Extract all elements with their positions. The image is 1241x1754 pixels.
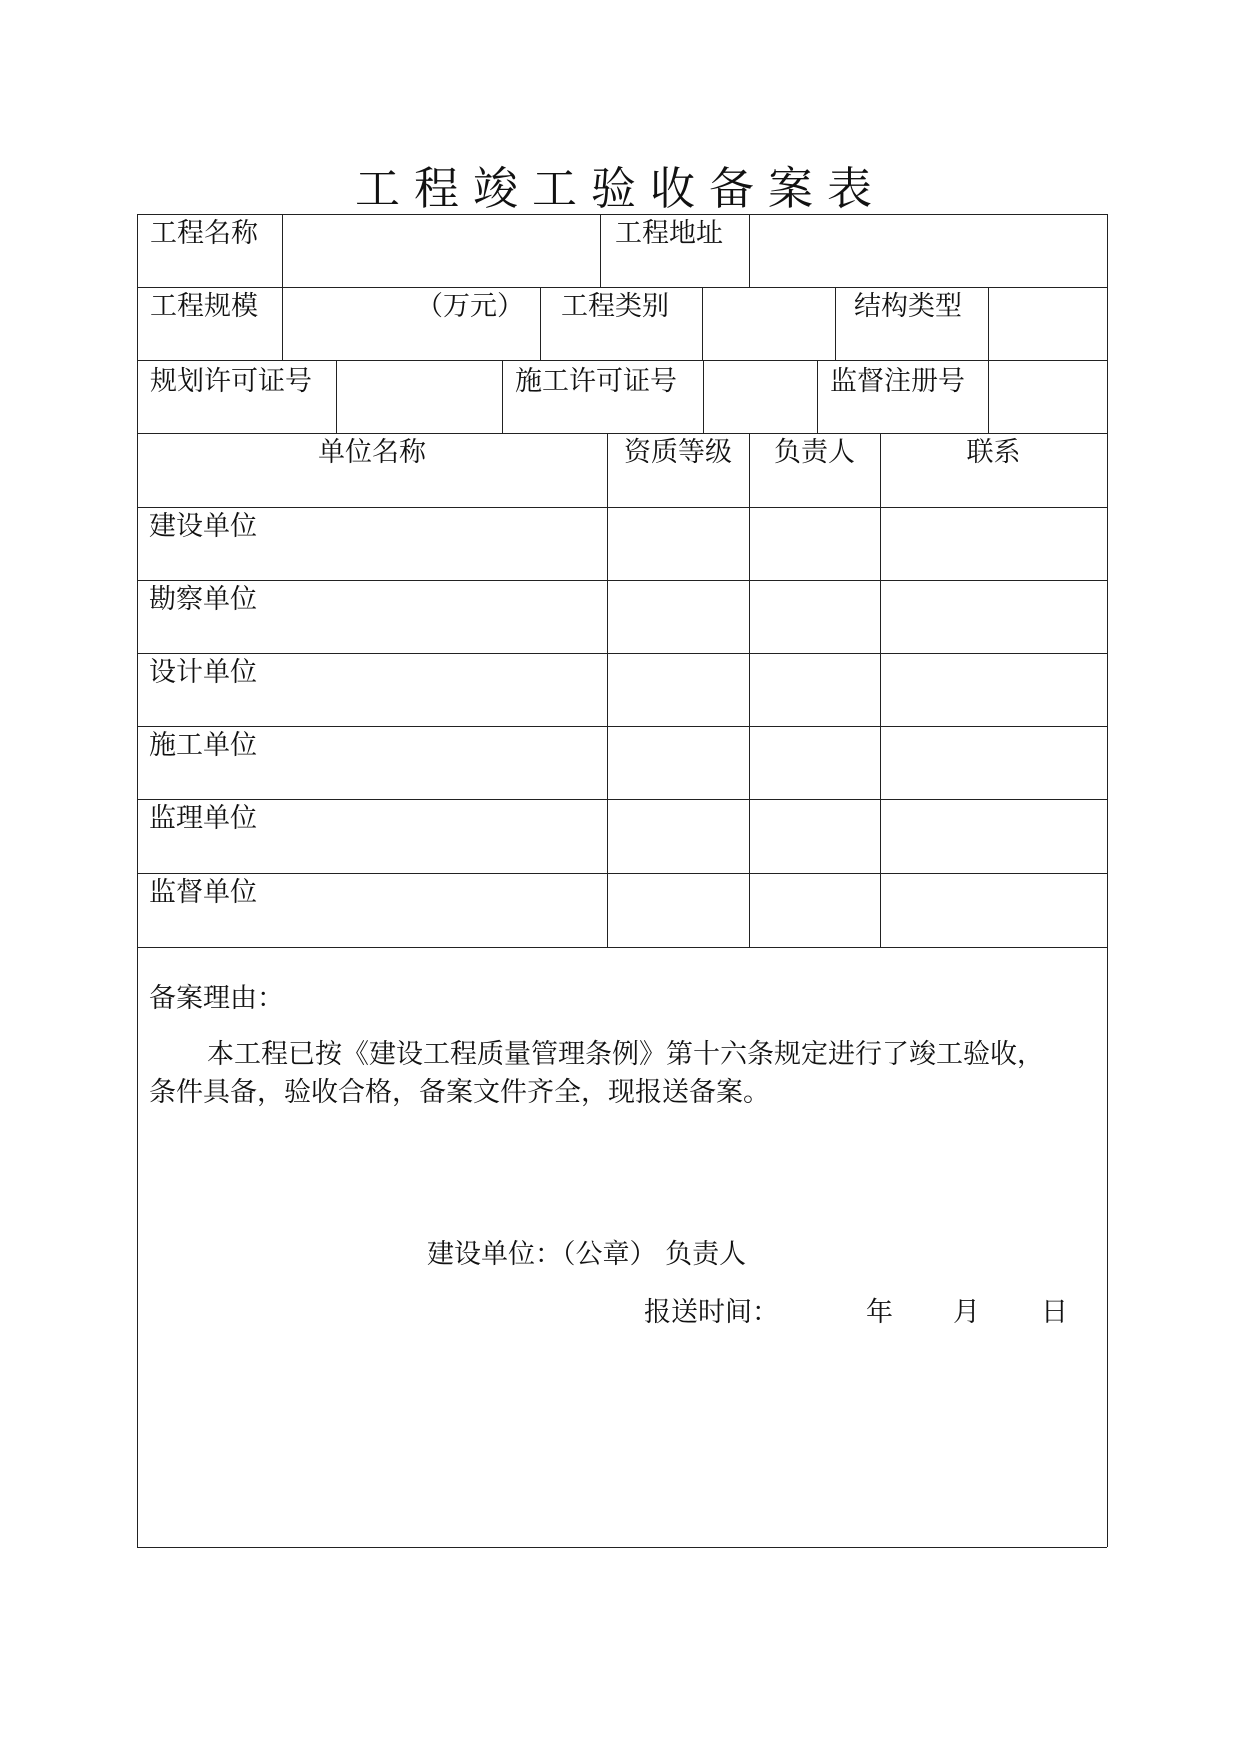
- project-name-label: 工程名称: [150, 218, 258, 249]
- unit-row-label: 设计单位: [149, 657, 257, 688]
- project-category-label: 工程类别: [561, 291, 669, 322]
- year-label: 年: [866, 1297, 893, 1328]
- reason-body-line1: 本工程已按《建设工程质量管理条例》第十六条规定进行了竣工验收，: [207, 1039, 1044, 1070]
- day-label: 日: [1041, 1297, 1068, 1328]
- unit-row-label: 监理单位: [149, 803, 257, 834]
- structure-type-label: 结构类型: [854, 291, 962, 322]
- qualification-header: 资质等级: [624, 437, 732, 468]
- project-address-field[interactable]: [750, 215, 1106, 286]
- month-label: 月: [953, 1297, 980, 1328]
- structure-type-field[interactable]: [989, 288, 1106, 359]
- scale-unit-label: （万元）: [416, 291, 524, 322]
- planning-permit-field[interactable]: [337, 361, 501, 432]
- submit-time-label: 报送时间：: [644, 1297, 779, 1328]
- page-title: 工程竣工验收备案表: [354, 162, 886, 215]
- planning-permit-label: 规划许可证号: [150, 366, 312, 397]
- reason-label: 备案理由：: [149, 983, 284, 1014]
- signature-line: 建设单位：（公章） 负责人: [427, 1239, 747, 1270]
- unit-row-label: 施工单位: [149, 730, 257, 761]
- construction-permit-label: 施工许可证号: [515, 366, 677, 397]
- project-scale-label: 工程规模: [150, 291, 258, 322]
- construction-permit-field[interactable]: [704, 361, 816, 432]
- person-in-charge-header: 负责人: [774, 437, 855, 468]
- unit-name-header: 单位名称: [318, 437, 426, 468]
- project-address-label: 工程地址: [615, 218, 723, 249]
- reason-body-line2: 条件具备，验收合格，备案文件齐全，现报送备案。: [149, 1077, 770, 1108]
- project-name-field[interactable]: [283, 215, 599, 286]
- contact-header: 联系: [966, 437, 1021, 468]
- supervision-reg-label: 监督注册号: [830, 366, 965, 397]
- supervision-reg-field[interactable]: [989, 361, 1106, 432]
- project-category-field[interactable]: [703, 288, 834, 359]
- unit-row-label: 勘察单位: [149, 584, 257, 615]
- unit-row-label: 监督单位: [149, 877, 257, 908]
- unit-row-label: 建设单位: [149, 511, 257, 542]
- record-form: [137, 214, 1107, 1547]
